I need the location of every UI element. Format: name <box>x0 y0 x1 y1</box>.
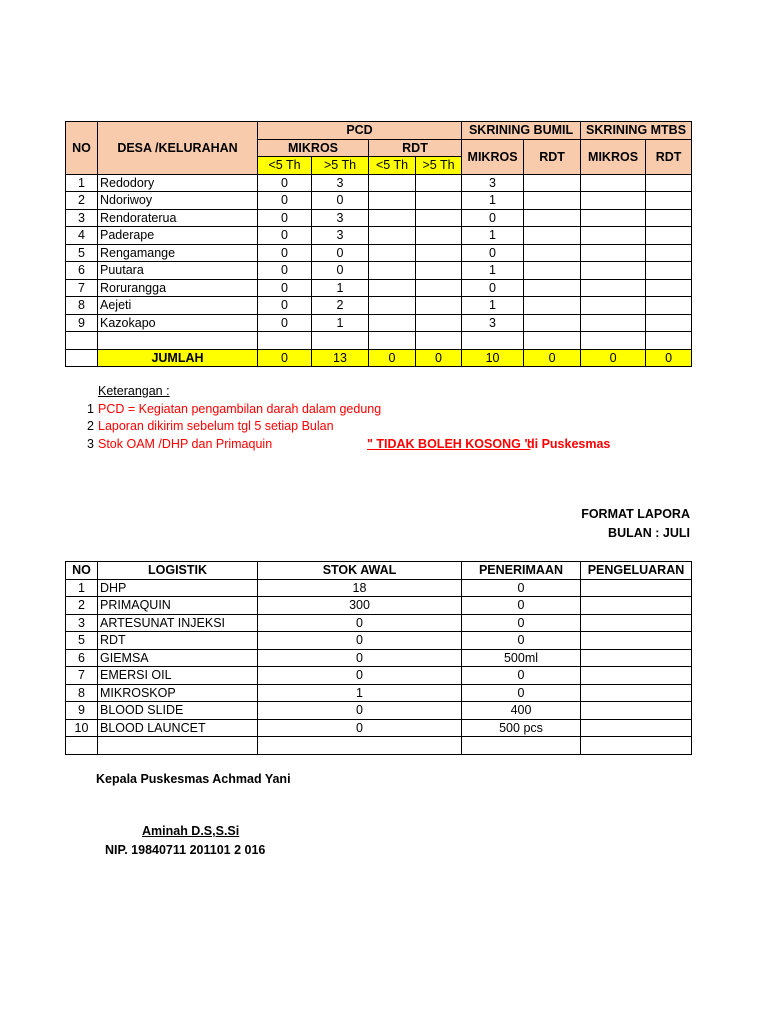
cell-m-gt5: 3 <box>312 209 369 227</box>
cell-b-mik: 1 <box>462 297 524 315</box>
table-row <box>66 719 692 737</box>
cell-no: 8 <box>66 297 98 315</box>
cell-t-rdt <box>646 192 692 210</box>
table-row <box>66 579 692 597</box>
cell-item <box>98 737 258 755</box>
cell-b-mik: 0 <box>462 244 524 262</box>
cell-t-mik <box>581 262 646 280</box>
cell-no: 3 <box>66 614 98 632</box>
cell-m-gt5: 0 <box>312 244 369 262</box>
cell-m-gt5: 1 <box>312 279 369 297</box>
table-row <box>66 279 692 297</box>
cell-b-mik: 0 <box>462 209 524 227</box>
cell-keluar <box>581 719 692 737</box>
cell-t-mik <box>581 244 646 262</box>
cell-t-rdt <box>646 244 692 262</box>
cell-t-mik <box>581 297 646 315</box>
cell-no: 7 <box>66 667 98 685</box>
cell-r-lt5 <box>369 209 416 227</box>
header-mikros-lt5: <5 Th <box>258 157 312 175</box>
total-row <box>66 349 692 367</box>
cell-desa: Rorurangga <box>98 279 258 297</box>
cell-item: DHP <box>98 579 258 597</box>
cell-keluar <box>581 632 692 650</box>
header-desa: DESA /KELURAHAN <box>98 122 258 175</box>
cell-keluar <box>581 737 692 755</box>
header-rdt: RDT <box>369 139 462 157</box>
cell-terima: 0 <box>462 579 581 597</box>
cell-b-rdt <box>524 244 581 262</box>
header-skrining-bumil: SKRINING BUMIL <box>462 122 581 140</box>
header-bumil-rdt: RDT <box>524 139 581 174</box>
cell-no <box>66 737 98 755</box>
cell-keluar <box>581 684 692 702</box>
cell-b-rdt <box>524 279 581 297</box>
cell-item: RDT <box>98 632 258 650</box>
cell-b-rdt <box>524 174 581 192</box>
cell-stok: 300 <box>258 597 462 615</box>
cell-desa: Paderape <box>98 227 258 245</box>
table-row <box>66 332 692 350</box>
cell-desa: Puutara <box>98 262 258 280</box>
cell-t-rdt <box>646 297 692 315</box>
cell-b-mik: 1 <box>462 262 524 280</box>
header-mtbs-mikros: MIKROS <box>581 139 646 174</box>
header-stok-awal: STOK AWAL <box>258 562 462 580</box>
cell-no: 6 <box>66 262 98 280</box>
cell-desa: Redodory <box>98 174 258 192</box>
cell-no <box>66 332 98 350</box>
cell-t-rdt <box>646 314 692 332</box>
header-bumil-mikros: MIKROS <box>462 139 524 174</box>
total-r-lt5: 0 <box>369 349 416 367</box>
cell-m-lt5: 0 <box>258 297 312 315</box>
table-row <box>66 314 692 332</box>
cell-b-rdt <box>524 314 581 332</box>
cell-r-gt5 <box>416 192 462 210</box>
cell-b-rdt <box>524 227 581 245</box>
cell-stok: 0 <box>258 649 462 667</box>
table-row <box>66 632 692 650</box>
cell-item: EMERSI OIL <box>98 667 258 685</box>
cell-m-lt5: 0 <box>258 227 312 245</box>
cell-r-lt5 <box>369 279 416 297</box>
cell-desa: Aejeti <box>98 297 258 315</box>
cell-r-lt5 <box>369 244 416 262</box>
cell-t-rdt <box>646 174 692 192</box>
cell-item: GIEMSA <box>98 649 258 667</box>
cell-r-lt5 <box>369 174 416 192</box>
cell-no: 1 <box>66 174 98 192</box>
cell-t-mik <box>581 279 646 297</box>
total-bumil-rdt: 0 <box>524 349 581 367</box>
cell-b-rdt <box>524 332 581 350</box>
note-text-1: PCD = Kegiatan pengambilan darah dalam gedung <box>98 402 382 416</box>
cell-no: 8 <box>66 684 98 702</box>
cell-m-lt5: 0 <box>258 209 312 227</box>
cell-stok: 1 <box>258 684 462 702</box>
cell-r-gt5 <box>416 279 462 297</box>
cell-stok: 0 <box>258 702 462 720</box>
table-row <box>66 649 692 667</box>
cell-desa: Ndoriwoy <box>98 192 258 210</box>
cell-keluar <box>581 614 692 632</box>
header-rdt-lt5: <5 Th <box>369 157 416 175</box>
table-row <box>66 209 692 227</box>
cell-t-rdt <box>646 227 692 245</box>
cell-keluar <box>581 702 692 720</box>
cell-no: 7 <box>66 279 98 297</box>
cell-t-mik <box>581 227 646 245</box>
header-no: NO <box>66 562 98 580</box>
table-row <box>66 597 692 615</box>
cell-stok: 0 <box>258 614 462 632</box>
cell-m-gt5 <box>312 332 369 350</box>
cell-m-gt5: 0 <box>312 192 369 210</box>
cell-terima: 0 <box>462 632 581 650</box>
cell-r-gt5 <box>416 314 462 332</box>
cell-m-lt5: 0 <box>258 244 312 262</box>
cell-keluar <box>581 649 692 667</box>
cell-m-lt5: 0 <box>258 174 312 192</box>
table-row <box>66 244 692 262</box>
header-mikros-gt5: >5 Th <box>312 157 369 175</box>
cell-m-lt5: 0 <box>258 192 312 210</box>
cell-t-mik <box>581 332 646 350</box>
table-row <box>66 684 692 702</box>
total-no-cell <box>66 349 98 367</box>
cell-keluar <box>581 579 692 597</box>
cell-no: 5 <box>66 632 98 650</box>
table1-body <box>66 174 692 349</box>
cell-m-lt5: 0 <box>258 314 312 332</box>
cell-no: 6 <box>66 649 98 667</box>
cell-stok: 0 <box>258 719 462 737</box>
cell-no: 1 <box>66 579 98 597</box>
cell-t-rdt <box>646 279 692 297</box>
total-m-gt5: 13 <box>312 349 369 367</box>
signature-head: Kepala Puskesmas Achmad Yani <box>96 772 291 786</box>
cell-stok: 18 <box>258 579 462 597</box>
cell-t-mik <box>581 174 646 192</box>
note-number-3: 3 <box>87 437 94 451</box>
cell-no: 4 <box>66 227 98 245</box>
table-row <box>66 702 692 720</box>
cell-no: 5 <box>66 244 98 262</box>
cell-b-rdt <box>524 262 581 280</box>
table-row <box>66 297 692 315</box>
format-month: BULAN : JULI <box>608 526 690 540</box>
cell-keluar <box>581 597 692 615</box>
total-m-lt5: 0 <box>258 349 312 367</box>
cell-stok: 0 <box>258 667 462 685</box>
cell-b-mik <box>462 332 524 350</box>
cell-terima: 0 <box>462 667 581 685</box>
cell-m-gt5: 2 <box>312 297 369 315</box>
cell-b-mik: 1 <box>462 227 524 245</box>
note-emphasis: " TIDAK BOLEH KOSONG " <box>367 437 531 451</box>
total-r-gt5: 0 <box>416 349 462 367</box>
cell-terima: 400 <box>462 702 581 720</box>
cell-r-lt5 <box>369 227 416 245</box>
header-penerimaan: PENERIMAAN <box>462 562 581 580</box>
cell-r-gt5 <box>416 297 462 315</box>
cell-no: 2 <box>66 192 98 210</box>
total-bumil-mikros: 10 <box>462 349 524 367</box>
cell-r-gt5 <box>416 209 462 227</box>
pcd-report-table <box>65 121 692 367</box>
signature-nip: NIP. 19840711 201101 2 016 <box>105 843 266 857</box>
cell-m-gt5: 1 <box>312 314 369 332</box>
cell-r-lt5 <box>369 262 416 280</box>
cell-m-gt5: 3 <box>312 174 369 192</box>
signature-name: Aminah D.S,S.Si <box>142 824 240 838</box>
note-text-2: Laporan dikirim sebelum tgl 5 setiap Bulan <box>98 419 334 433</box>
header-logistik: LOGISTIK <box>98 562 258 580</box>
cell-keluar <box>581 667 692 685</box>
cell-terima <box>462 737 581 755</box>
cell-b-mik: 1 <box>462 192 524 210</box>
table-row <box>66 227 692 245</box>
header-pengeluaran: PENGELUARAN <box>581 562 692 580</box>
cell-stok <box>258 737 462 755</box>
cell-b-rdt <box>524 209 581 227</box>
cell-b-mik: 0 <box>462 279 524 297</box>
cell-no: 9 <box>66 702 98 720</box>
table-row <box>66 174 692 192</box>
table-row <box>66 614 692 632</box>
cell-desa: Rendoraterua <box>98 209 258 227</box>
header-skrining-mtbs: SKRINING MTBS <box>581 122 692 140</box>
note-location: di Puskesmas <box>527 437 611 451</box>
cell-no: 9 <box>66 314 98 332</box>
total-label: JUMLAH <box>98 349 258 367</box>
notes-title: Keterangan : <box>98 384 170 398</box>
cell-terima: 500ml <box>462 649 581 667</box>
cell-r-lt5 <box>369 297 416 315</box>
table2-body <box>66 579 692 754</box>
cell-t-mik <box>581 314 646 332</box>
cell-desa: Rengamange <box>98 244 258 262</box>
cell-b-mik: 3 <box>462 174 524 192</box>
cell-t-rdt <box>646 262 692 280</box>
logistics-table <box>65 561 692 755</box>
cell-r-gt5 <box>416 227 462 245</box>
cell-terima: 0 <box>462 684 581 702</box>
cell-terima: 0 <box>462 597 581 615</box>
table-row <box>66 737 692 755</box>
cell-item: PRIMAQUIN <box>98 597 258 615</box>
note-number-2: 2 <box>87 419 94 433</box>
note-text-3: Stok OAM /DHP dan Primaquin <box>98 437 273 451</box>
cell-r-gt5 <box>416 174 462 192</box>
cell-t-mik <box>581 192 646 210</box>
cell-m-gt5: 0 <box>312 262 369 280</box>
table-row <box>66 262 692 280</box>
cell-no: 10 <box>66 719 98 737</box>
cell-desa <box>98 332 258 350</box>
header-no: NO <box>66 122 98 175</box>
cell-item: BLOOD LAUNCET <box>98 719 258 737</box>
header-pcd: PCD <box>258 122 462 140</box>
cell-b-rdt <box>524 192 581 210</box>
total-mtbs-mikros: 0 <box>581 349 646 367</box>
cell-r-gt5 <box>416 244 462 262</box>
cell-item: BLOOD SLIDE <box>98 702 258 720</box>
cell-m-lt5: 0 <box>258 262 312 280</box>
header-mtbs-rdt: RDT <box>646 139 692 174</box>
cell-item: ARTESUNAT INJEKSI <box>98 614 258 632</box>
cell-desa: Kazokapo <box>98 314 258 332</box>
cell-m-lt5 <box>258 332 312 350</box>
cell-r-gt5 <box>416 262 462 280</box>
cell-r-lt5 <box>369 192 416 210</box>
cell-no: 2 <box>66 597 98 615</box>
cell-item: MIKROSKOP <box>98 684 258 702</box>
cell-r-lt5 <box>369 332 416 350</box>
cell-m-gt5: 3 <box>312 227 369 245</box>
cell-stok: 0 <box>258 632 462 650</box>
header-mikros: MIKROS <box>258 139 369 157</box>
header-rdt-gt5: >5 Th <box>416 157 462 175</box>
cell-t-mik <box>581 209 646 227</box>
cell-b-mik: 3 <box>462 314 524 332</box>
cell-t-rdt <box>646 209 692 227</box>
total-mtbs-rdt: 0 <box>646 349 692 367</box>
cell-t-rdt <box>646 332 692 350</box>
note-number-1: 1 <box>87 402 94 416</box>
table-row <box>66 192 692 210</box>
cell-terima: 500 pcs <box>462 719 581 737</box>
format-title: FORMAT LAPORA <box>581 507 690 521</box>
cell-b-rdt <box>524 297 581 315</box>
cell-no: 3 <box>66 209 98 227</box>
cell-m-lt5: 0 <box>258 279 312 297</box>
cell-r-lt5 <box>369 314 416 332</box>
cell-terima: 0 <box>462 614 581 632</box>
cell-r-gt5 <box>416 332 462 350</box>
table-row <box>66 667 692 685</box>
